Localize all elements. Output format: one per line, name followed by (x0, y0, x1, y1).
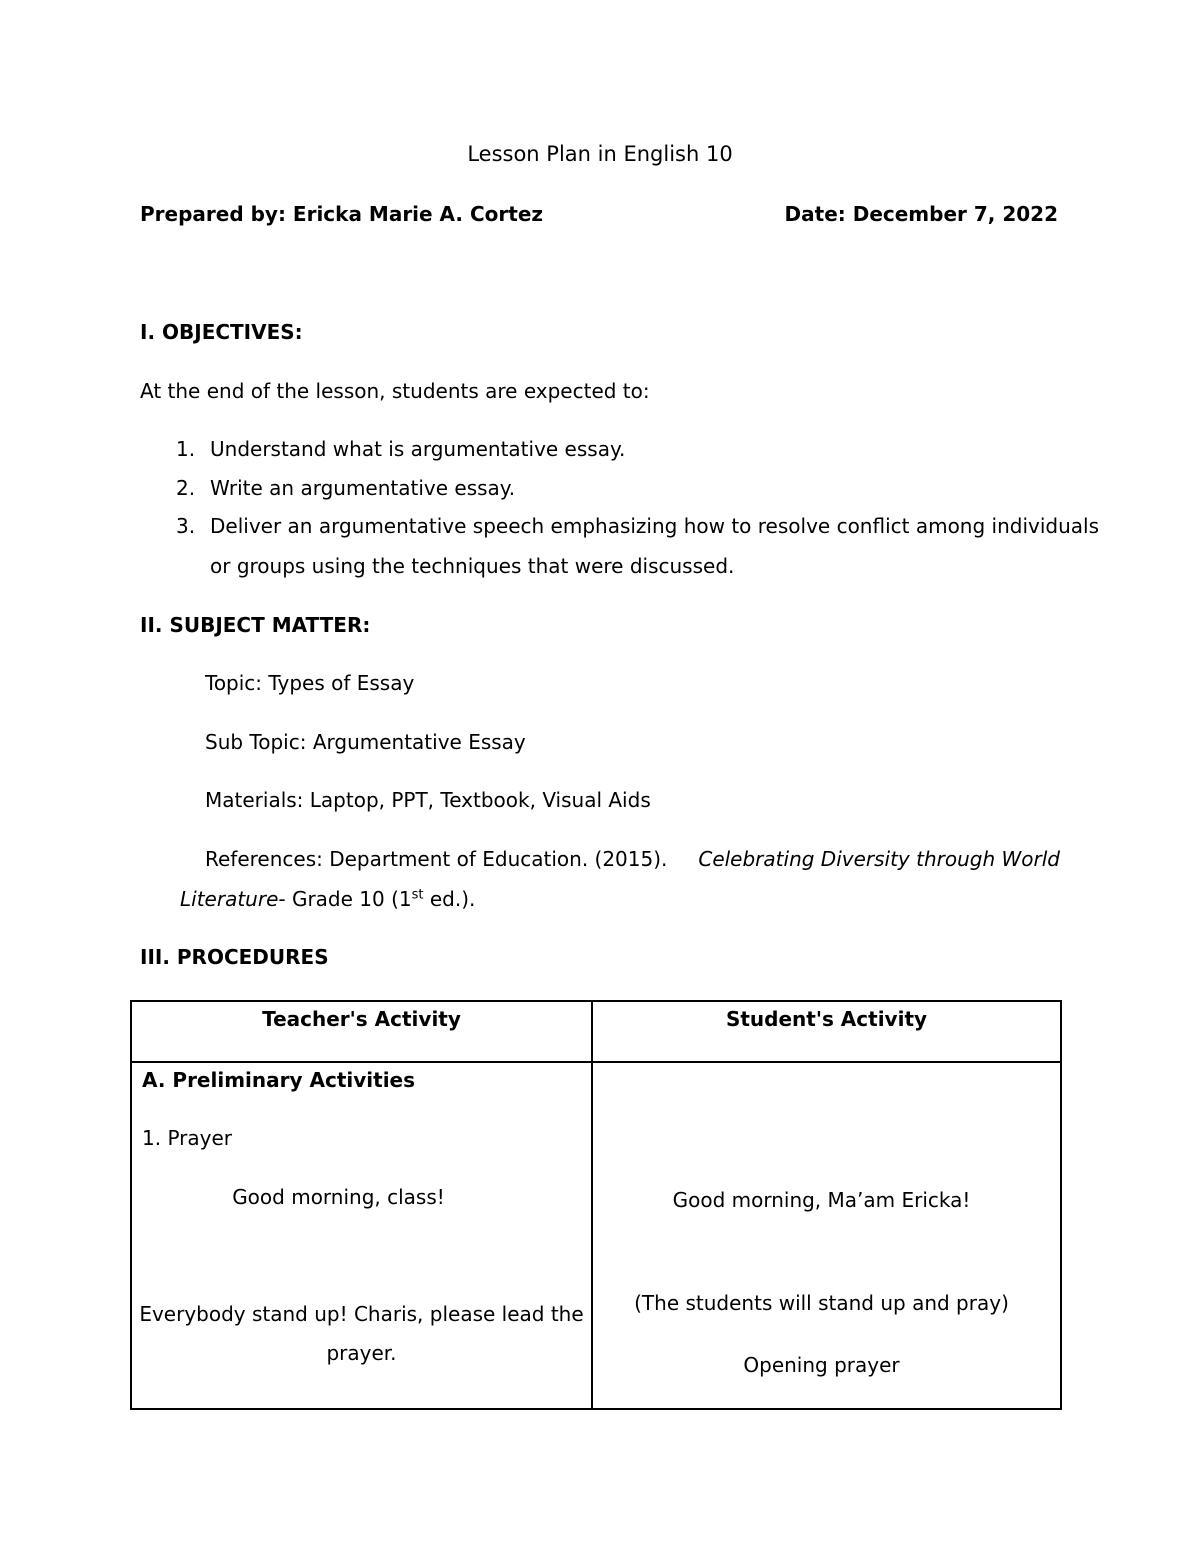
references-line-1 (205, 849, 1060, 869)
procedures-heading: III. PROCEDURES (140, 945, 329, 969)
table-header-row (131, 1001, 1061, 1062)
document-title: Lesson Plan in English 10 (467, 142, 733, 166)
objectives-intro: At the end of the lesson, students are expected to: (140, 379, 650, 403)
teacher-instruction: Everybody stand up! Charis, please lead the (139, 1302, 584, 1326)
sub-item-prayer: 1. Prayer (142, 1126, 232, 1150)
materials: Materials: Laptop, PPT, Textbook, Visual Aids (205, 788, 651, 812)
table-row (131, 1062, 1061, 1409)
objective-number: 1. (176, 437, 196, 461)
teacher-greeting: Good morning, class! (232, 1185, 445, 1209)
teacher-instruction-continued: prayer. (326, 1341, 397, 1365)
table-header-cell (131, 1001, 592, 1062)
student-greeting: Good morning, Ma’am Ericka! (672, 1188, 971, 1212)
references-prefix: References: Department of Education. (2015). (205, 847, 668, 871)
references-edition-superscript: st (411, 887, 424, 903)
table-header-cell (592, 1001, 1061, 1062)
objective-number: 2. (176, 476, 196, 500)
subject-matter-heading: II. SUBJECT MATTER: (140, 613, 371, 637)
references-edition: - Grade 10 (1 (278, 887, 412, 911)
student-activity-header: Student's Activity (725, 1007, 928, 1031)
teacher-activity-header: Teacher's Activity (262, 1007, 461, 1031)
references-title-continued: Literature (180, 887, 279, 911)
objective-item: Understand what is argumentative essay. (210, 437, 626, 461)
objective-number: 3. (176, 514, 196, 538)
procedures-table (130, 1000, 1062, 1410)
topic: Topic: Types of Essay (205, 671, 415, 695)
references-edition-end: ed.). (423, 887, 476, 911)
objectives-heading: I. OBJECTIVES: (140, 320, 303, 344)
lesson-date: Date: December 7, 2022 (784, 202, 1058, 226)
objective-item: Deliver an argumentative speech emphasizing how to resolve conflict among individuals (210, 514, 1100, 538)
student-prayer: Opening prayer (743, 1353, 900, 1377)
prepared-by: Prepared by: Ericka Marie A. Cortez (140, 202, 544, 226)
section-heading: A. Preliminary Activities (142, 1068, 416, 1092)
student-activity-cell (592, 1062, 1061, 1409)
references-title: Celebrating Diversity through World (698, 847, 1060, 871)
student-action: (The students will stand up and pray) (634, 1291, 1009, 1315)
sub-topic: Sub Topic: Argumentative Essay (205, 730, 526, 754)
references-line-2 (180, 889, 475, 909)
objective-item: Write an argumentative essay. (210, 476, 516, 500)
objective-item-continued: or groups using the techniques that were discussed. (210, 554, 735, 578)
teacher-activity-cell (131, 1062, 592, 1409)
